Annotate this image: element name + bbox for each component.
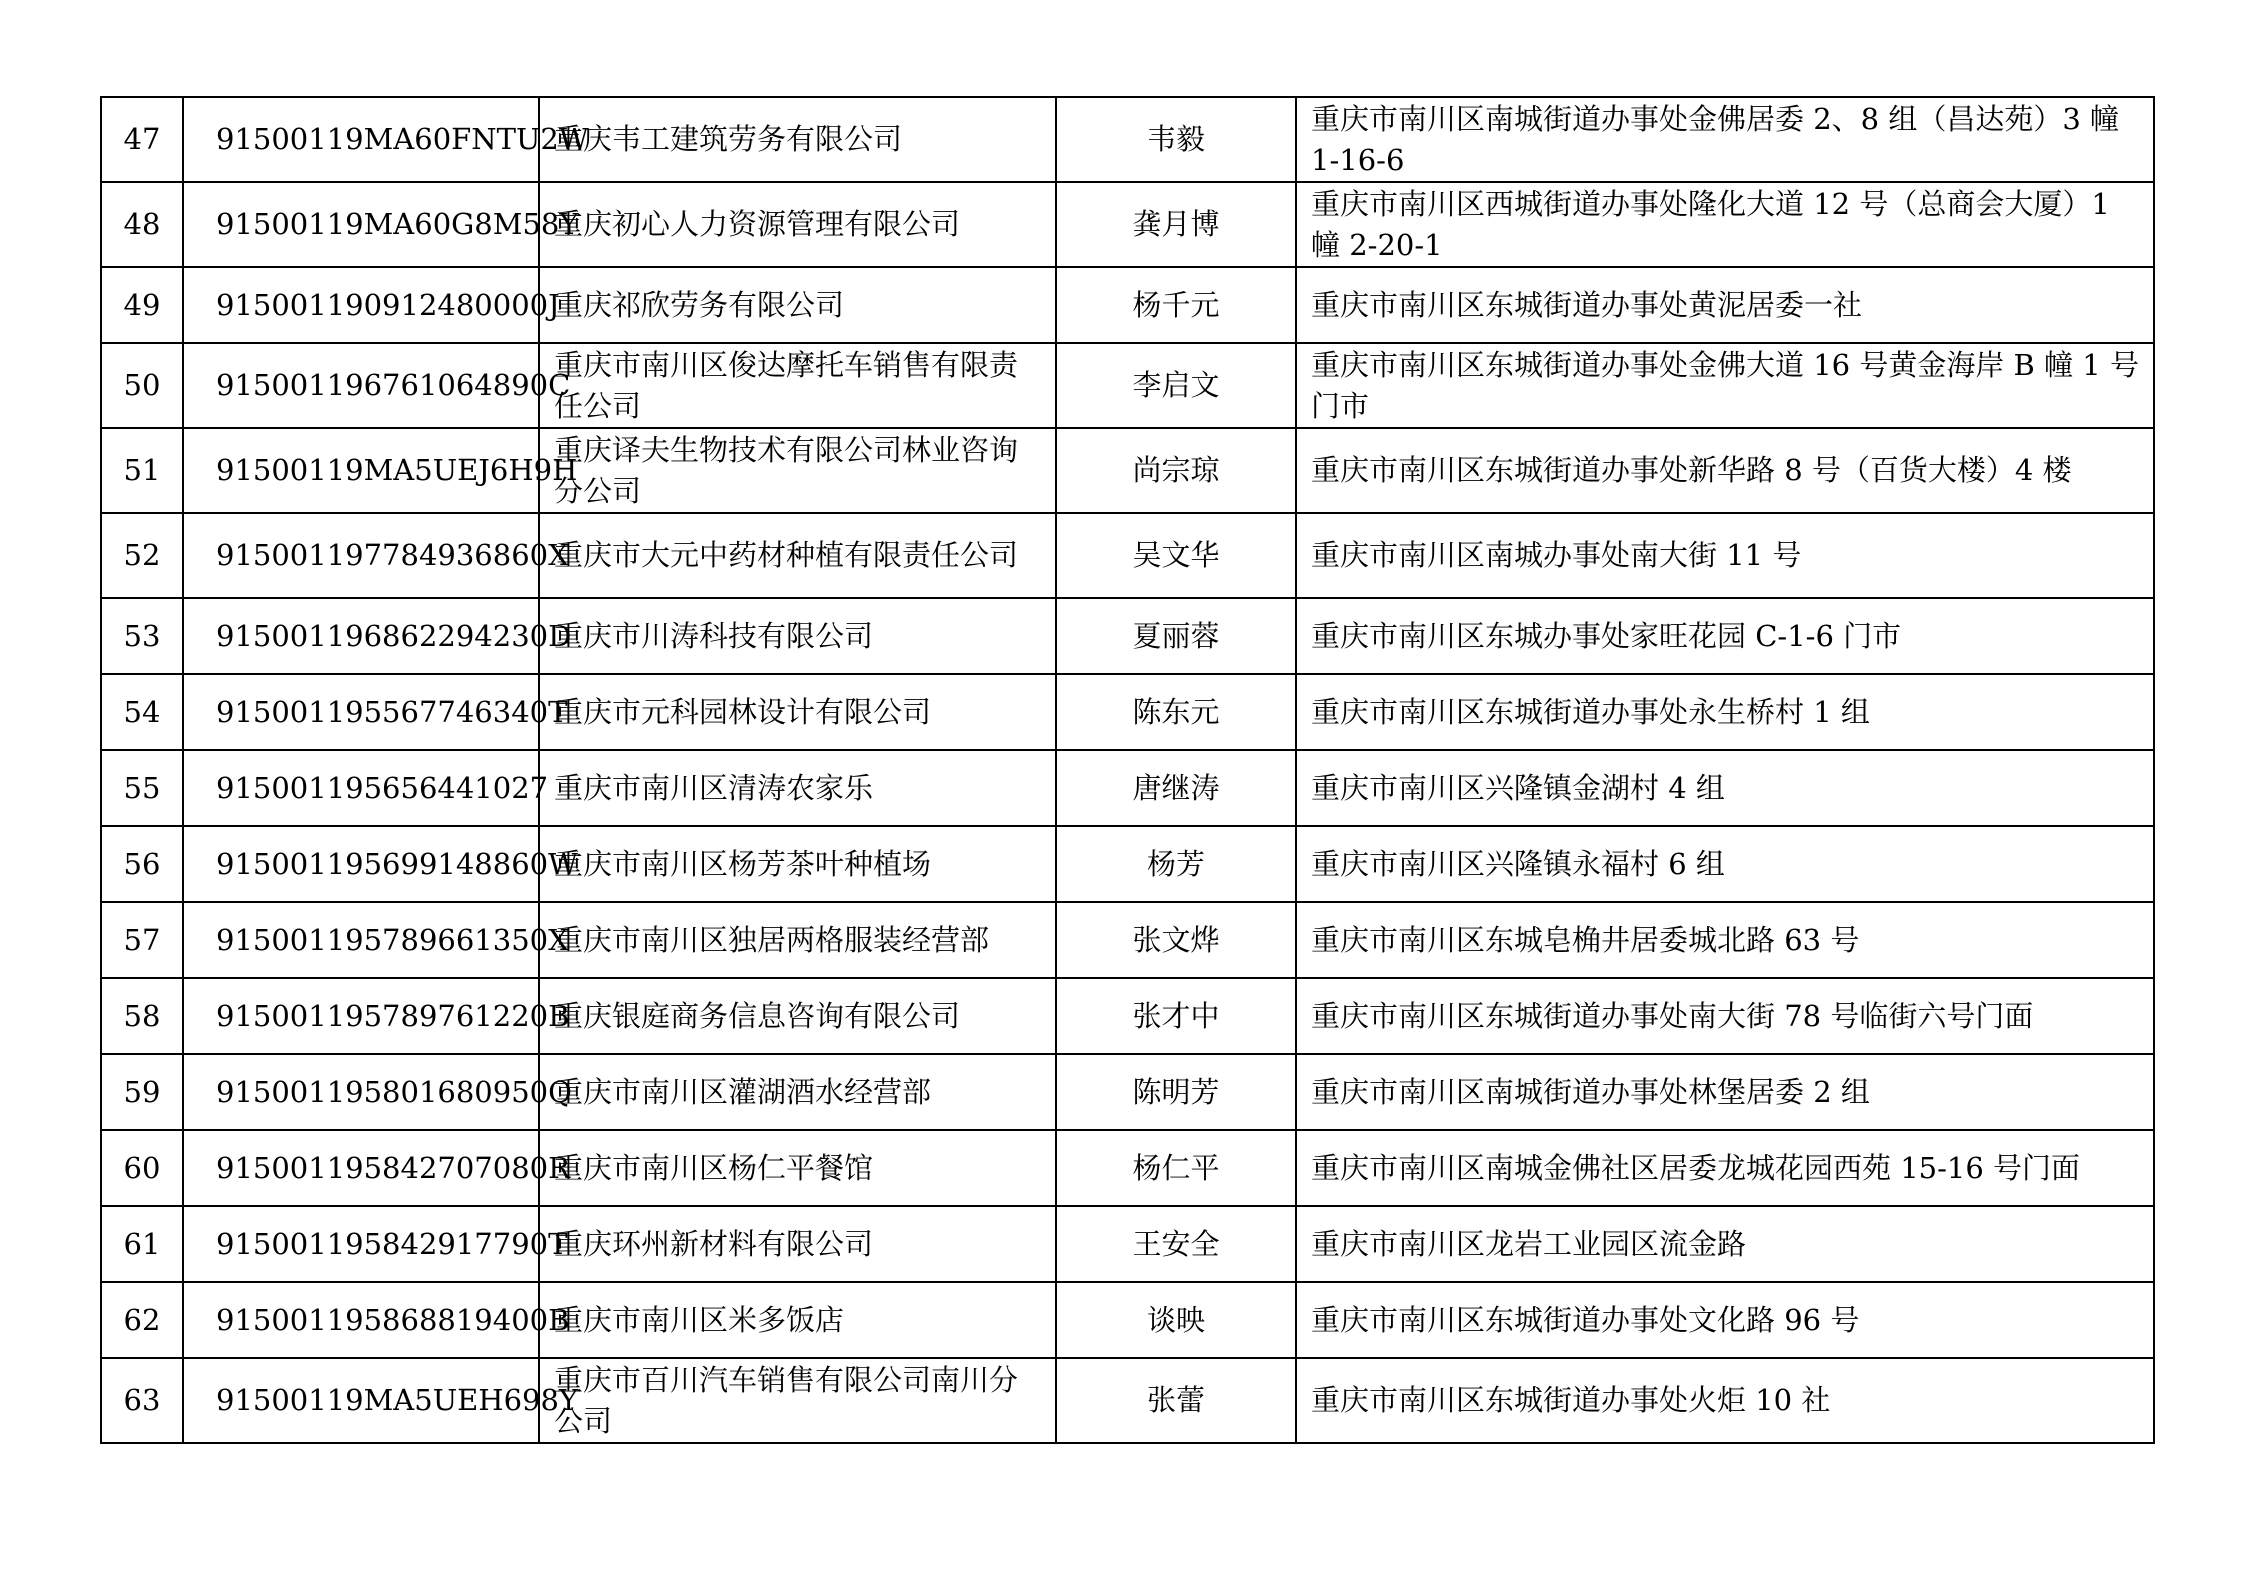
row-number: 57: [101, 902, 183, 978]
legal-representative: 杨千元: [1056, 267, 1296, 343]
row-number: 59: [101, 1054, 183, 1130]
row-number: 47: [101, 97, 183, 182]
table-row: [101, 1358, 2154, 1443]
legal-representative: 韦毅: [1056, 97, 1296, 182]
credit-code: 91500119MA5UEH698Y: [183, 1358, 539, 1443]
table-row: [101, 1054, 2154, 1130]
table-row: [101, 267, 2154, 343]
company-address: 重庆市南川区东城办事处家旺花园 C-1-6 门市: [1296, 598, 2154, 674]
credit-code: 915001195842707080R: [183, 1130, 539, 1206]
table-row: [101, 343, 2154, 428]
company-address: 重庆市南川区东城街道办事处永生桥村 1 组: [1296, 674, 2154, 750]
legal-representative: 唐继涛: [1056, 750, 1296, 826]
company-address: 重庆市南川区东城街道办事处文化路 96 号: [1296, 1282, 2154, 1358]
legal-representative: 谈映: [1056, 1282, 1296, 1358]
company-name: 重庆市南川区杨芳茶叶种植场: [539, 826, 1056, 902]
credit-code: 915001195567746340T: [183, 674, 539, 750]
row-number: 51: [101, 428, 183, 513]
company-address: 重庆市南川区兴隆镇永福村 6 组: [1296, 826, 2154, 902]
row-number: 54: [101, 674, 183, 750]
company-address: 重庆市南川区南城金佛社区居委龙城花园西苑 15-16 号门面: [1296, 1130, 2154, 1206]
registry-table: [100, 96, 2155, 1444]
company-name: 重庆初心人力资源管理有限公司: [539, 182, 1056, 267]
company-address: 重庆市南川区东城街道办事处黄泥居委一社: [1296, 267, 2154, 343]
company-address: 重庆市南川区南城街道办事处金佛居委 2、8 组（昌达苑）3 幢 1-16-6: [1296, 97, 2154, 182]
company-name: 重庆市南川区杨仁平餐馆: [539, 1130, 1056, 1206]
credit-code: 91500119MA5UEJ6H9H: [183, 428, 539, 513]
credit-code: 915001190912480000J: [183, 267, 539, 343]
company-address: 重庆市南川区东城街道办事处新华路 8 号（百货大楼）4 楼: [1296, 428, 2154, 513]
company-address: 重庆市南川区西城街道办事处隆化大道 12 号（总商会大厦）1 幢 2-20-1: [1296, 182, 2154, 267]
credit-code: 915001195868819400B: [183, 1282, 539, 1358]
company-name: 重庆译夫生物技术有限公司林业咨询分公司: [539, 428, 1056, 513]
legal-representative: 张蕾: [1056, 1358, 1296, 1443]
company-address: 重庆市南川区东城皂桷井居委城北路 63 号: [1296, 902, 2154, 978]
row-number: 49: [101, 267, 183, 343]
legal-representative: 李启文: [1056, 343, 1296, 428]
row-number: 50: [101, 343, 183, 428]
legal-representative: 陈东元: [1056, 674, 1296, 750]
registry-table-body: [101, 97, 2154, 1443]
company-address: 重庆市南川区南城街道办事处林堡居委 2 组: [1296, 1054, 2154, 1130]
credit-code: 915001196862294230D: [183, 598, 539, 674]
credit-code: 91500119MA60G8M58Y: [183, 182, 539, 267]
credit-code: 915001195699148860W: [183, 826, 539, 902]
company-name: 重庆市南川区俊达摩托车销售有限责任公司: [539, 343, 1056, 428]
company-name: 重庆市南川区米多饭店: [539, 1282, 1056, 1358]
row-number: 53: [101, 598, 183, 674]
legal-representative: 王安全: [1056, 1206, 1296, 1282]
row-number: 63: [101, 1358, 183, 1443]
legal-representative: 龚月博: [1056, 182, 1296, 267]
legal-representative: 张才中: [1056, 978, 1296, 1054]
row-number: 52: [101, 513, 183, 598]
company-address: 重庆市南川区南城办事处南大街 11 号: [1296, 513, 2154, 598]
legal-representative: 尚宗琼: [1056, 428, 1296, 513]
company-address: 重庆市南川区东城街道办事处火炬 10 社: [1296, 1358, 2154, 1443]
table-row: [101, 1130, 2154, 1206]
company-name: 重庆银庭商务信息咨询有限公司: [539, 978, 1056, 1054]
company-name: 重庆市南川区独居两格服装经营部: [539, 902, 1056, 978]
row-number: 56: [101, 826, 183, 902]
company-name: 重庆市南川区灌湖酒水经营部: [539, 1054, 1056, 1130]
company-name: 重庆市元科园林设计有限公司: [539, 674, 1056, 750]
credit-code: 915001196761064890C: [183, 343, 539, 428]
credit-code: 915001195789761220B: [183, 978, 539, 1054]
credit-code: 91500119MA60FNTU2W: [183, 97, 539, 182]
legal-representative: 吴文华: [1056, 513, 1296, 598]
table-row: [101, 182, 2154, 267]
company-name: 重庆韦工建筑劳务有限公司: [539, 97, 1056, 182]
legal-representative: 杨芳: [1056, 826, 1296, 902]
company-address: 重庆市南川区东城街道办事处金佛大道 16 号黄金海岸 B 幢 1 号门市: [1296, 343, 2154, 428]
row-number: 48: [101, 182, 183, 267]
table-row: [101, 513, 2154, 598]
row-number: 60: [101, 1130, 183, 1206]
legal-representative: 杨仁平: [1056, 1130, 1296, 1206]
table-row: [101, 428, 2154, 513]
row-number: 58: [101, 978, 183, 1054]
credit-code: 915001195801680950Q: [183, 1054, 539, 1130]
credit-code: 915001195842917790T: [183, 1206, 539, 1282]
table-row: [101, 750, 2154, 826]
legal-representative: 陈明芳: [1056, 1054, 1296, 1130]
company-address: 重庆市南川区东城街道办事处南大街 78 号临街六号门面: [1296, 978, 2154, 1054]
company-address: 重庆市南川区兴隆镇金湖村 4 组: [1296, 750, 2154, 826]
credit-code: 915001195789661350X: [183, 902, 539, 978]
table-row: [101, 97, 2154, 182]
table-row: [101, 1282, 2154, 1358]
company-name: 重庆市大元中药材种植有限责任公司: [539, 513, 1056, 598]
credit-code: 915001197784936860X: [183, 513, 539, 598]
company-name: 重庆环州新材料有限公司: [539, 1206, 1056, 1282]
credit-code: 915001195656441027: [183, 750, 539, 826]
company-name: 重庆市百川汽车销售有限公司南川分公司: [539, 1358, 1056, 1443]
row-number: 62: [101, 1282, 183, 1358]
table-row: [101, 674, 2154, 750]
company-name: 重庆市南川区清涛农家乐: [539, 750, 1056, 826]
table-row: [101, 902, 2154, 978]
row-number: 55: [101, 750, 183, 826]
table-row: [101, 978, 2154, 1054]
company-address: 重庆市南川区龙岩工业园区流金路: [1296, 1206, 2154, 1282]
row-number: 61: [101, 1206, 183, 1282]
legal-representative: 夏丽蓉: [1056, 598, 1296, 674]
company-name: 重庆祁欣劳务有限公司: [539, 267, 1056, 343]
legal-representative: 张文烨: [1056, 902, 1296, 978]
table-row: [101, 826, 2154, 902]
table-row: [101, 1206, 2154, 1282]
table-row: [101, 598, 2154, 674]
company-name: 重庆市川涛科技有限公司: [539, 598, 1056, 674]
